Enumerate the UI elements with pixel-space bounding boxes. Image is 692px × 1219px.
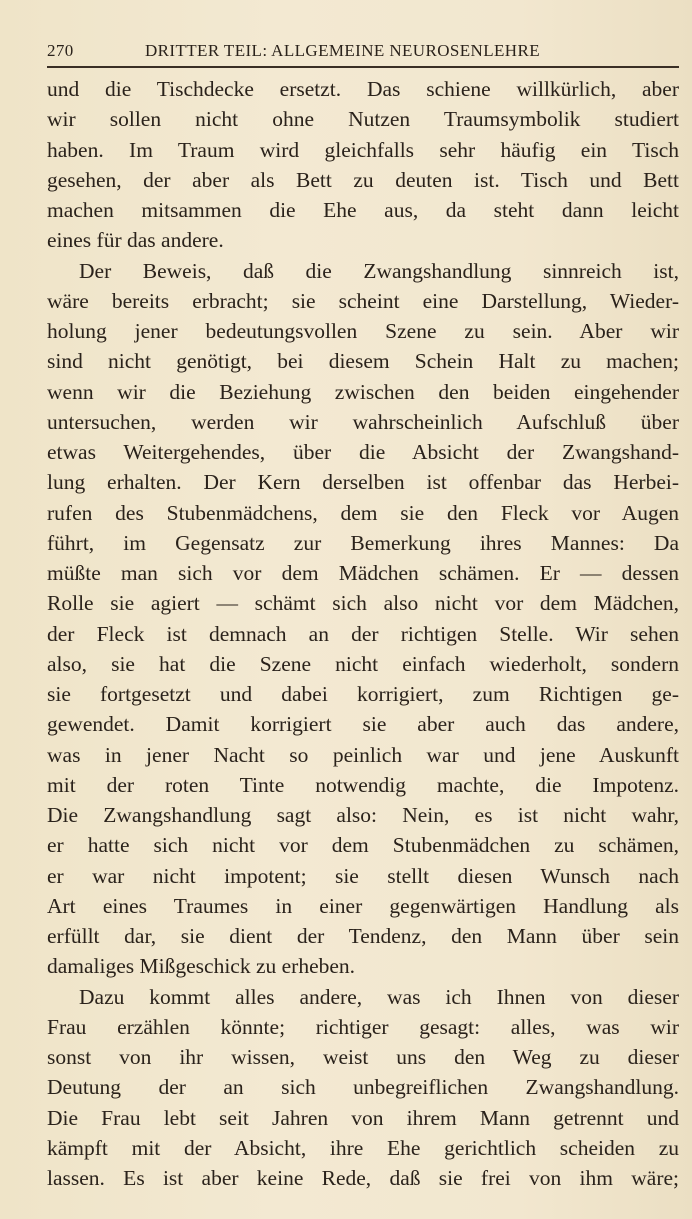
text-line: gesehen, der aber als Bett zu deuten ist. Tisch und Bett — [47, 167, 679, 192]
text-line: Dazu kommt alles andere, was ich Ihnen von dieser — [79, 984, 679, 1009]
text-line: was in jener Nacht so peinlich war und jene Auskunft — [47, 742, 679, 767]
text-line: also, sie hat die Szene nicht einfach wiederholt, sondern — [47, 651, 679, 676]
text-line: damaliges Mißgeschick zu erheben. — [47, 954, 356, 979]
text-line: Die Zwangshandlung sagt also: Nein, es ist nicht wahr, — [47, 803, 679, 827]
text-line: Frau erzählen könnte; richtiger gesagt: alles, was wir — [47, 1014, 679, 1039]
running-title: DRITTER TEIL: ALLGEMEINE NEUROSENLEHRE — [145, 41, 540, 60]
text-line: gewendet. Damit korrigiert sie aber auch das andere, — [47, 712, 679, 737]
text-line: Deutung der an sich unbegreiflichen Zwangshandlung. — [47, 1075, 679, 1100]
text-line: lassen. Es ist aber keine Rede, daß sie frei von ihm wäre; — [47, 1166, 679, 1190]
text-line: untersuchen, werden wir wahrscheinlich Aufschluß über — [47, 409, 679, 434]
text-line: sie fortgesetzt und dabei korrigiert, zum Richtigen ge- — [47, 682, 679, 706]
text-line: sonst von ihr wissen, weist uns den Weg zu dieser — [47, 1045, 679, 1069]
text-line: holung jener bedeutungsvollen Szene zu sein. Aber wir — [47, 319, 679, 343]
text-line: er hatte sich nicht vor dem Stubenmädchen zu schämen, — [47, 833, 679, 858]
text-line: etwas Weitergehendes, über die Absicht der Zwangshand- — [47, 440, 679, 464]
text-line: wir sollen nicht ohne Nutzen Traumsymbolik studiert — [47, 107, 679, 132]
text-line: wenn wir die Beziehung zwischen den beiden eingehender — [47, 379, 679, 404]
text-line: wäre bereits erbracht; sie scheint eine Darstellung, Wieder- — [47, 288, 679, 313]
text-line: der Fleck ist demnach an der richtigen Stelle. Wir sehen — [47, 621, 679, 646]
text-line: sind nicht genötigt, bei diesem Schein Halt zu machen; — [47, 349, 679, 374]
body-text — [47, 74, 679, 1193]
text-line: Die Frau lebt seit Jahren von ihrem Mann getrennt und — [47, 1105, 679, 1130]
text-line: Der Beweis, daß die Zwangshandlung sinnreich ist, — [79, 258, 679, 283]
text-line: erfüllt dar, sie dient der Tendenz, den Mann über sein — [47, 924, 679, 948]
text-line: lung erhalten. Der Kern derselben ist offenbar das Herbei- — [47, 470, 679, 495]
text-line: mit der roten Tinte notwendig machte, die Impotenz. — [47, 772, 679, 797]
text-line: eines für das andere. — [47, 228, 224, 253]
page-number: 270 — [47, 41, 74, 60]
page-header — [47, 38, 679, 68]
text-line: haben. Im Traum wird gleichfalls sehr häufig ein Tisch — [47, 137, 679, 162]
text-line: und die Tischdecke ersetzt. Das schiene willkürlich, aber — [47, 77, 679, 101]
text-line: er war nicht impotent; sie stellt diesen Wunsch nach — [47, 863, 679, 888]
text-line: rufen des Stubenmädchens, dem sie den Fleck vor Augen — [47, 500, 679, 525]
text-line: machen mitsammen die Ehe aus, da steht dann leicht — [47, 198, 679, 222]
text-line: kämpft mit der Absicht, ihre Ehe gerichtlich scheiden zu — [47, 1135, 679, 1160]
text-line: führt, im Gegensatz zur Bemerkung ihres Mannes: Da — [47, 530, 679, 555]
text-line: Art eines Traumes in einer gegenwärtigen Handlung als — [47, 893, 679, 918]
text-line: müßte man sich vor dem Mädchen schämen. Er — dessen — [47, 561, 679, 585]
text-line: Rolle sie agiert — schämt sich also nicht vor dem Mädchen, — [47, 591, 679, 616]
